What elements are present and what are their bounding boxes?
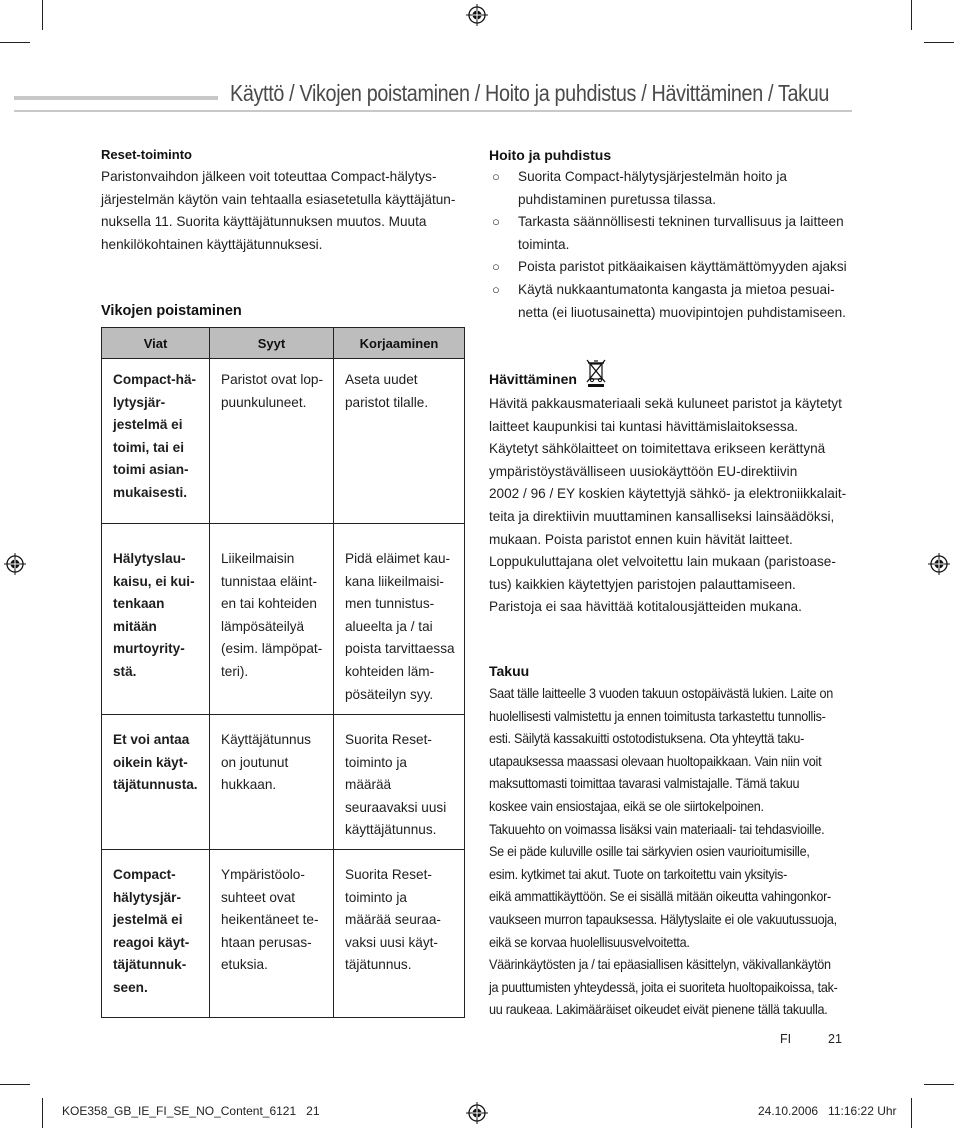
reset-text: Paristonvaihdon jälkeen voit toteuttaa Compact-hälytys- järjestelmän käytön vain tehtaalla esiasetetulla käyttäjätun- nuksella 11. Suorita käyttäjätunnuksen muutos. Muuta henkilökohtainen käyttäjätunnuksesi.: [101, 169, 456, 252]
list-item: [489, 256, 859, 279]
registration-mark-icon: [466, 4, 488, 26]
registration-mark-icon: [466, 1102, 488, 1124]
remedy-cell: Pidä eläimet kau- kana liikeilmaisi- men tunnistus- alueelta ja / tai poista tarvittaessa kohteiden läm- pösäteilyn syy.: [334, 524, 465, 715]
care-item-text: Käytä nukkaantumatonta kangasta ja mietoa pesuai- netta (ei liuotusainetta) muovipintojen puhdistamiseen.: [518, 281, 846, 320]
column-header-faults: Viat: [102, 328, 210, 359]
table-row: [102, 359, 465, 524]
crop-mark: [911, 0, 912, 30]
fault-cell: Hälytyslau- kaisu, ei kui- tenkaan mitään murtoyrity- stä.: [102, 524, 210, 715]
cause-cell: Liikeilmaisin tunnistaa eläint- en tai kohteiden lämpösäteilyä (esim. lämpöpat- teri).: [210, 524, 334, 715]
fault-cell: Et voi antaa oikein käyt- täjätunnusta.: [102, 715, 210, 850]
language-code: FI: [780, 1032, 792, 1046]
bullet-icon: ○: [492, 259, 500, 275]
list-item: [489, 279, 859, 324]
disposal-section: [489, 358, 859, 619]
registration-mark-icon: [928, 553, 950, 575]
print-file-info: KOE358_GB_IE_FI_SE_NO_Content_6121 21: [62, 1104, 320, 1118]
crop-mark: [42, 1098, 43, 1128]
fault-cell: Compact- hälytysjär- jestelmä ei reagoi käyt- täjätunnuk- seen.: [102, 850, 210, 1018]
page-number: 21: [828, 1032, 842, 1046]
disposal-heading-row: [489, 358, 859, 396]
crop-mark: [911, 1098, 912, 1128]
care-heading: Hoito ja puhdistus: [489, 147, 612, 163]
fault-cell: Compact-hä- lytysjär- jestelmä ei toimi, tai ei toimi asian- mukaisesti.: [102, 359, 210, 524]
registration-mark-icon: [4, 553, 26, 575]
care-item-text: Suorita Compact-hälytysjärjestelmän hoito ja puhdistaminen puretussa tilassa.: [518, 169, 787, 207]
troubleshooting-table: [101, 327, 465, 1018]
remedy-cell: Aseta uudet paristot tilalle.: [334, 359, 465, 524]
cause-cell: Paristot ovat lop- puunkuluneet.: [210, 359, 334, 524]
crop-mark: [924, 42, 954, 43]
troubleshooting-heading: Vikojen poistaminen: [101, 303, 242, 319]
remedy-cell: Suorita Reset- toiminto ja määrää seuraa- vaksi uusi käyt- täjätunnus.: [334, 850, 465, 1018]
header-rule-short: [14, 96, 218, 100]
crop-mark: [924, 1084, 954, 1085]
crossed-out-wheelie-bin-icon: [585, 358, 607, 388]
warranty-section: [489, 660, 859, 1022]
table-row: [102, 524, 465, 715]
cause-cell: Käyttäjätunnus on joutunut hukkaan.: [210, 715, 334, 850]
crop-mark: [0, 42, 30, 43]
reset-section: [101, 144, 471, 256]
disposal-text: Hävitä pakkausmateriaali sekä kuluneet paristot ja käytetyt laitteet kaupunkisi tai kuntasi hävittämislaitoksessa. Käytetyt sähkölaitteet on toimitettava erikseen kerättynä ympäristöystävälliseen uusiokäyttöön EU-direktiivin 2002 / 96 / EY koskien käytettyjä sähkö- ja elektroniikkalait- teita ja direktiivin muuttaminen kansalliseksi lainsäädöksi, mukaan. Poista paristot ennen kuin hävität laitteet. Loppukuluttajana olet velvoitettu lain mukaan (paristoase- tus) kaikkien käytettyjen paristojen palauttamiseen. Paristoja ei saa hävittää kotitalousjätteiden mukana.: [489, 396, 847, 615]
table-header-row: [102, 328, 465, 359]
care-item-text: Poista paristot pitkäaikaisen käyttämättömyyden ajaksi: [518, 259, 847, 275]
column-header-causes: Syyt: [210, 328, 334, 359]
reset-heading: Reset-toiminto: [101, 147, 192, 162]
bullet-icon: ○: [492, 169, 500, 184]
table-row: [102, 850, 465, 1018]
print-timestamp: 24.10.2006 11:16:22 Uhr: [758, 1104, 897, 1118]
header-rule: [14, 110, 852, 112]
column-header-remedy: Korjaaminen: [334, 328, 465, 359]
crop-mark: [0, 1084, 30, 1085]
page-title: Käyttö / Vikojen poistaminen / Hoito ja puhdistus / Hävittäminen / Takuu: [230, 80, 830, 106]
care-item-text: Tarkasta säännöllisesti tekninen turvallisuus ja laitteen toiminta.: [518, 214, 844, 252]
crop-mark: [42, 0, 43, 30]
bullet-icon: ○: [492, 281, 500, 297]
table-row: [102, 715, 465, 850]
remedy-cell: Suorita Reset- toiminto ja määrää seuraavaksi uusi käyttäjätunnus.: [334, 715, 465, 850]
warranty-text: Saat tälle laitteelle 3 vuoden takuun ostopäivästä lukien. Laite on huolellisesti valmistettu ja ennen toimitusta tarkastettu tunnollis- esti. Säilytä kassakuitti ostotodistuksena. Ota yhteyttä taku- utapauksessa maassasi olevaan huoltopaikkaan. Vain niin voit maksuttomasti toimittaa tavarasi valmistajalle. Tämä takuu koskee vain ensiostajaa, eikä se ole siirtokelpoinen. Takuuehto on voimassa lisäksi vain materiaali- tai tehdasvioille. Se ei päde kuluville osille tai särkyvien osien vaurioitumisille, esim. kytkimet tai akut. Tuote on tarkoitettu vain yksityis- eikä ammattikäyttöön. Se ei sisällä mitään oikeutta vahingonkor- vaukseen murron tapauksessa. Hälytyslaite ei ole vakuutussuoja, eikä se korvaa huolellisuusvelvoitetta. Väärinkäytösten ja / tai epäasiallisen käsittelyn, väkivallankäytön ja puuttumisten yhteydessä, joita ei suoriteta huoltopaikoissa, tak- uu raukeaa. Lakimääräiset oikeudet eivät pienene tällä takuulla.: [489, 686, 838, 1018]
list-item: [489, 166, 859, 211]
warranty-heading: Takuu: [489, 663, 530, 679]
care-list: [489, 166, 859, 324]
cause-cell: Ympäristöolo- suhteet ovat heikentäneet te- htaan perusas- etuksia.: [210, 850, 334, 1018]
bullet-icon: ○: [492, 214, 500, 230]
list-item: [489, 211, 859, 256]
care-section: [489, 144, 859, 324]
disposal-heading: Hävittäminen: [489, 371, 577, 387]
